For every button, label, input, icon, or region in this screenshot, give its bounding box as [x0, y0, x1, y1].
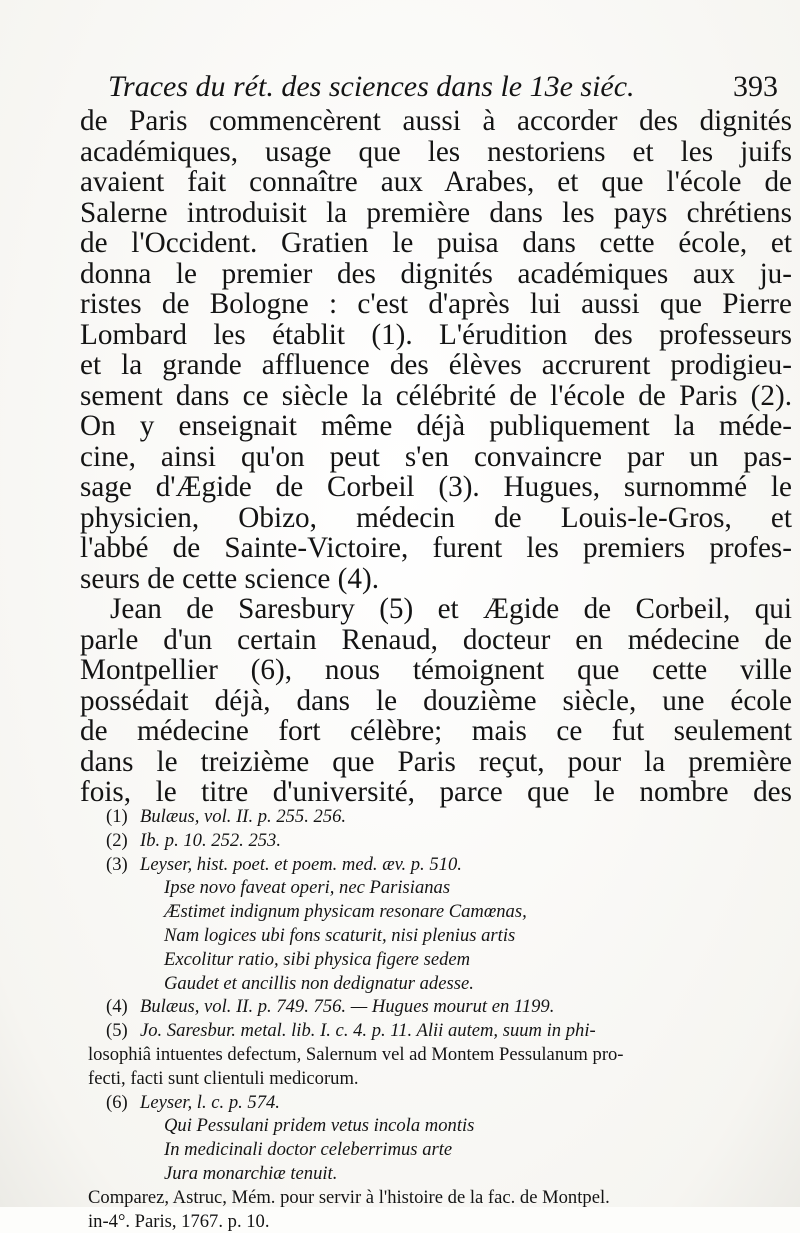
text-line: l'abbé de Sainte-Victoire, furent les premiers profes- [80, 532, 792, 564]
footnote-mark: (6) [106, 1091, 128, 1113]
main-text [80, 106, 792, 808]
footnote-line [88, 1186, 793, 1210]
footnote-text: Nam logices ubi fons scaturit, nisi plenius artis [164, 924, 516, 946]
footnote-line [88, 829, 793, 853]
footnotes [88, 805, 793, 1233]
text-line: dans le treizième que Paris reçut, pour la première [80, 745, 792, 778]
footnote-text: in-4°. Paris, 1767. p. 10. [88, 1210, 270, 1232]
text-line: ristes de Bologne : c'est d'après lui aussi que Pierre [80, 288, 792, 320]
footnote-line [88, 1162, 793, 1186]
footnote-text: In medicinali doctor celeberrimus arte [164, 1139, 453, 1161]
footnote-text: Bulæus, vol. II. p. 255. 256. [140, 806, 347, 827]
footnote-text: Qui Pessulani pridem vetus incola montis [164, 1115, 475, 1137]
page-number: 393 [733, 70, 778, 103]
text-line: Salerne introduisit la première dans les pays chrétiens [80, 196, 792, 229]
footnote-text: Ib. p. 10. 252. 253. [140, 829, 281, 851]
footnote-mark: (4) [106, 996, 128, 1018]
footnote-text: losophiâ intuentes defectum, Salernum vel ad Montem Pessulanum pro- [88, 1043, 624, 1065]
text-line: On y enseignait même déjà publiquement la méde- [80, 410, 792, 442]
footnote-text: Leyser, l. c. p. 574. [140, 1091, 280, 1113]
footnote-line [88, 1043, 793, 1067]
text-line: Montpellier (6), nous témoignent que cette ville [80, 654, 792, 686]
text-line: avaient fait connaître aux Arabes, et que l'école de [80, 166, 792, 198]
footnote-text: Comparez, Astruc, Mém. pour servir à l'histoire de la fac. de Montpel. [88, 1186, 610, 1208]
footnote-mark: (3) [106, 853, 128, 875]
footnote-mark: (5) [106, 1020, 128, 1042]
text-line: académiques, usage que les nestoriens et les juifs [80, 135, 792, 168]
footnote-text: Jura monarchiæ tenuit. [164, 1162, 338, 1184]
text-line: de médecine fort célèbre; mais ce fut seulement [80, 715, 792, 747]
footnote-line [88, 876, 793, 900]
footnote-line [88, 853, 793, 877]
footnote-text: Jo. Saresbur. metal. lib. I. c. 4. p. 11. Alii autem, suum in phi- [140, 1020, 596, 1042]
footnote-text: Ipse novo faveat operi, nec Parisianas [164, 877, 451, 899]
text-line: cine, ainsi qu'on peut s'en convaincre par un pas- [80, 440, 792, 473]
text-line: parle d'un certain Renaud, docteur en médecine de [80, 623, 792, 656]
text-line: sement dans ce siècle la célébrité de l'école de Paris (2). [80, 379, 792, 412]
text-line: Lombard les établit (1). L'érudition des professeurs [80, 318, 792, 351]
text-line: fois, le titre d'université, parce que le nombre des [80, 776, 792, 808]
footnote-line [88, 948, 793, 972]
footnote-mark: (1) [106, 806, 128, 827]
text-line: de l'Occident. Gratien le puisa dans cette école, et [80, 227, 792, 259]
text-line: seurs de cette science (4). [80, 562, 380, 595]
footnote-text: Excolitur ratio, sibi physica figere sedem [164, 948, 471, 970]
footnote-text: fecti, facti sunt clientuli medicorum. [88, 1067, 359, 1089]
footnote-line [88, 900, 793, 924]
text-line: de Paris commencèrent aussi à accorder des dignités [80, 105, 792, 137]
footnote-text: Bulæus, vol. II. p. 749. 756. — Hugues mourut en 1199. [140, 996, 555, 1018]
footnote-line [88, 805, 793, 829]
text-line: donna le premier des dignités académiques aux ju- [80, 257, 792, 290]
text-line: sage d'Ægide de Corbeil (3). Hugues, surnommé le [80, 471, 792, 503]
footnote-line [88, 972, 793, 996]
footnote-line [88, 1067, 793, 1091]
footnote-line [88, 924, 793, 948]
running-header [108, 70, 788, 106]
text-line: physicien, Obizo, médecin de Louis-le-Gros, et [80, 501, 792, 534]
text-line: Jean de Saresbury (5) et Ægide de Corbeil, qui [110, 593, 792, 625]
running-title: Traces du rét. des sciences dans le 13e siéc. [108, 70, 635, 103]
footnote-mark: (2) [106, 829, 128, 851]
footnote-text: Gaudet et ancillis non dedignatur adesse. [164, 972, 474, 994]
footnote-line [88, 1210, 793, 1233]
footnote-line [88, 995, 793, 1019]
footnote-line [88, 1019, 793, 1043]
footnote-text: Æstimet indignum physicam resonare Camœnas, [164, 901, 527, 923]
footnote-text: Leyser, hist. poet. et poem. med. æv. p. 510. [140, 853, 462, 875]
footnote-line [88, 1091, 793, 1115]
text-line: possédait déjà, dans le douzième siècle, une école [80, 684, 792, 717]
footnote-line [88, 1138, 793, 1162]
footnote-line [88, 1114, 793, 1138]
text-line: et la grande affluence des élèves accrurent prodigieu- [80, 349, 792, 381]
